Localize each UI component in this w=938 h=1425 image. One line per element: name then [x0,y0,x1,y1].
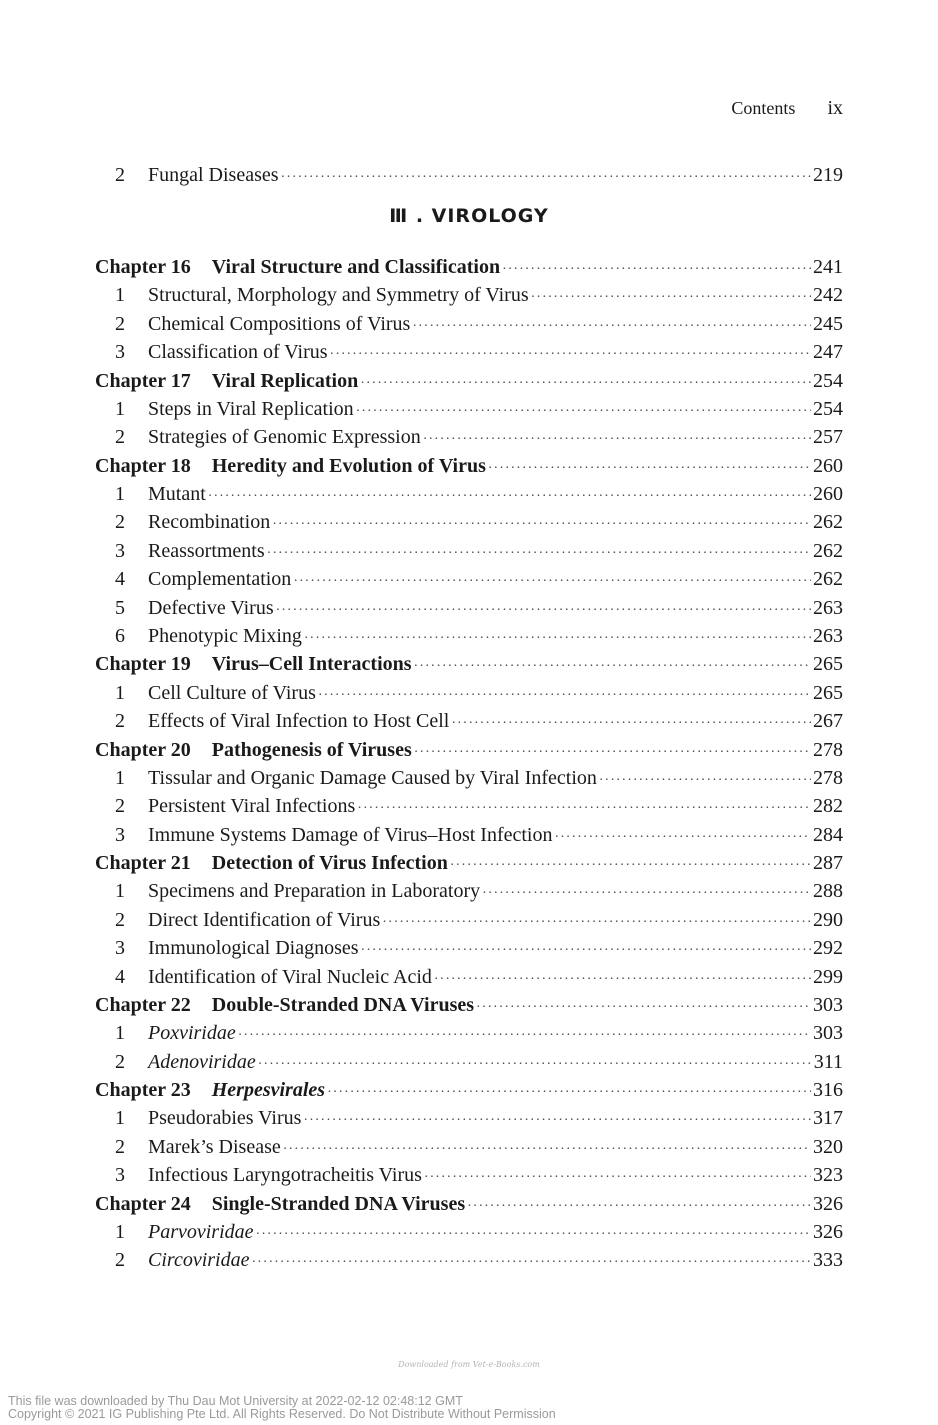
dot-leader [414,657,811,677]
section-number: 5 [115,596,125,619]
dot-leader [382,913,811,933]
section-number: 2 [115,1135,125,1158]
chapter-title: Viral Structure and Classification [211,256,501,278]
page-ref: 299 [813,965,843,988]
section-title: Reassortments [148,539,265,562]
section-title: Tissular and Organic Damage Caused by Viral Infection [148,766,597,789]
section-title: Specimens and Preparation in Laboratory [148,880,481,903]
dot-leader [554,828,811,848]
section-entry[interactable] [95,793,843,819]
chapter-entry[interactable] [95,1191,843,1217]
page-ref: 219 [813,164,843,186]
dot-leader [238,1026,811,1046]
section-title: Direct Identification of Virus [148,908,381,931]
dot-leader [434,970,811,990]
section-entry[interactable] [95,907,843,933]
chapter-entry[interactable] [95,453,843,479]
dot-leader [283,1140,811,1160]
section-entry[interactable] [95,680,843,706]
page-ref: 265 [813,653,843,676]
page-ref: 267 [813,710,843,733]
dot-leader [281,168,811,188]
section-entry[interactable] [95,935,843,961]
section-number: 1 [115,766,125,789]
section-title: Identification of Viral Nucleic Acid [148,965,432,988]
section-title: Cell Culture of Virus [148,681,316,704]
dot-leader [251,1253,811,1273]
page-ref: 278 [813,738,843,761]
page-ref: 303 [813,993,843,1016]
chapter-title: Single-Stranded DNA Viruses [211,1192,466,1215]
page-ref: 257 [813,426,843,449]
section-title: Phenotypic Mixing [148,624,302,647]
section-entry[interactable] [95,311,843,337]
dot-leader [267,544,811,564]
chapter-label: Chapter 18 [95,454,191,477]
section-entry[interactable] [95,1049,843,1075]
section-number: 2 [115,312,125,335]
section-title: Adenoviridae [148,1050,256,1073]
page-ref: 260 [813,454,843,477]
section-title: Effects of Viral Infection to Host Cell [148,710,450,733]
page-ref: 290 [813,908,843,931]
section-number: 1 [115,880,125,903]
section-number: 2 [115,795,125,818]
chapter-label: Chapter 23 [95,1079,191,1101]
section-entry[interactable] [95,623,843,649]
section-entry[interactable] [95,509,843,535]
section-number: 4 [115,568,125,591]
chapter-title: Viral Replication [211,369,359,392]
dot-leader [531,288,811,308]
toc-entry[interactable] [95,162,843,188]
page-ref: 320 [813,1135,843,1158]
page-ref: 247 [813,341,843,364]
page-ref: 316 [813,1079,843,1101]
section-entry[interactable] [95,765,843,791]
running-title: Contents [731,98,796,118]
section-number: 4 [115,965,125,988]
section-number: 3 [115,823,125,846]
page-ref: 262 [813,511,843,534]
section-number: 1 [115,1022,125,1045]
section-number: 3 [115,539,125,562]
section-title: Chemical Compositions of Virus [148,312,411,335]
chapter-label: Chapter 21 [95,852,191,874]
section-entry[interactable] [95,1162,843,1188]
section-entry[interactable] [95,339,843,365]
dot-leader [272,515,811,535]
chapter-title: Pathogenesis of Viruses [211,738,412,761]
section-number: 2 [115,710,125,733]
page-ref: 263 [813,596,843,619]
section-number: 1 [115,1107,125,1130]
page-ref: 326 [813,1192,843,1215]
section-title: Recombination [148,511,271,534]
section-title: Structural, Morphology and Symmetry of Virus [148,284,529,307]
dot-leader [361,941,811,961]
page-ref: 284 [813,823,843,846]
section-entry[interactable] [95,538,843,564]
page-ref: 278 [813,766,843,789]
section-entry[interactable] [95,878,843,904]
section-number: 1 [115,483,125,505]
dot-leader [304,629,811,649]
chapter-title: Herpesvirales [211,1079,326,1101]
chapter-label: Chapter 19 [95,653,191,676]
section-title: Marek’s Disease [148,1135,281,1158]
page-ref: 323 [813,1164,843,1187]
section-entry[interactable] [95,1247,843,1273]
section-title: Fungal Diseases [148,164,279,186]
chapter-title: Detection of Virus Infection [211,852,448,874]
dot-leader [476,998,811,1018]
chapter-title: Heredity and Evolution of Virus [211,454,486,477]
chapter-label: Chapter 24 [95,1192,191,1215]
dot-leader [258,1055,812,1075]
section-number: 1 [115,284,125,307]
section-number: 1 [115,681,125,704]
section-number: 2 [115,164,125,186]
page-ref: 241 [813,256,843,278]
section-entry[interactable] [95,566,843,592]
section-entry[interactable] [95,1105,843,1131]
page-ref: 287 [813,852,843,874]
dot-leader [482,884,811,904]
page-number: ix [827,97,843,119]
section-title: Defective Virus [148,596,274,619]
dot-leader [293,572,811,592]
chapter-label: Chapter 16 [95,256,191,278]
section-entry[interactable] [95,282,843,308]
running-head [731,97,843,120]
chapter-label: Chapter 20 [95,738,191,761]
section-number: 2 [115,426,125,449]
dot-leader [327,1083,811,1103]
section-entry[interactable] [95,964,843,990]
page-ref: 292 [813,937,843,960]
section-title: Infectious Laryngotracheitis Virus [148,1164,422,1187]
footer-copyright: Copyright © 2021 IG Publishing Pte Ltd. All Rights Reserved. Do Not Distribute Without Permission [8,1407,556,1421]
dot-leader [330,345,811,365]
dot-leader [414,743,811,763]
page-ref: 262 [813,568,843,591]
dot-leader [423,430,811,450]
page-ref: 245 [813,312,843,335]
chapter-entry[interactable] [95,254,843,280]
page-ref: 288 [813,880,843,903]
page-ref: 303 [813,1022,843,1045]
section-number: 2 [115,511,125,534]
page-ref: 317 [813,1107,843,1130]
page-ref: 265 [813,681,843,704]
page-ref: 260 [813,483,843,505]
chapter-entry[interactable] [95,651,843,677]
watermark: Downloaded from Vet-e-Books.com [398,1360,540,1369]
section-title: Immune Systems Damage of Virus–Host Infection [148,823,553,846]
section-number: 3 [115,341,125,364]
page-ref: 262 [813,539,843,562]
chapter-entry[interactable] [95,737,843,763]
section-entry[interactable] [95,822,843,848]
section-title: Steps in Viral Replication [148,397,354,420]
chapter-entry[interactable] [95,850,843,876]
chapter-entry[interactable] [95,992,843,1018]
section-number: 1 [115,397,125,420]
section-title: Strategies of Genomic Expression [148,426,421,449]
chapter-entry[interactable] [95,368,843,394]
footer-download-note: This file was downloaded by Thu Dau Mot University at 2022-02-12 02:48:12 GMT [8,1394,463,1408]
section-number: 2 [115,1249,125,1272]
section-number: 2 [115,1050,125,1073]
page-ref: 326 [813,1220,843,1243]
dot-leader [467,1197,811,1217]
section-title: Complementation [148,568,292,591]
section-title: Parvoviridae [148,1220,254,1243]
dot-leader [360,374,811,394]
dot-leader [412,317,811,337]
section-entry[interactable] [95,1134,843,1160]
chapter-title: Double-Stranded DNA Viruses [211,993,475,1016]
chapter-label: Chapter 17 [95,369,191,392]
section-title: Immunological Diagnoses [148,937,359,960]
dot-leader [208,487,811,507]
section-title: Pseudorabies Virus [148,1107,302,1130]
chapter-entry[interactable] [95,1077,843,1103]
section-title: Mutant [148,483,206,505]
page-ref: 311 [813,1050,843,1073]
chapter-label: Chapter 22 [95,993,191,1016]
dot-leader [450,856,811,876]
section-entry[interactable] [95,1219,843,1245]
page-ref: 263 [813,624,843,647]
dot-leader [356,402,811,422]
section-number: 6 [115,624,125,647]
part-heading: Ⅲ . VIROLOGY [389,205,549,227]
dot-leader [318,686,811,706]
section-number: 1 [115,1220,125,1243]
section-number: 2 [115,908,125,931]
page-ref: 242 [813,284,843,307]
section-entry[interactable] [95,481,843,507]
section-number: 3 [115,1164,125,1187]
dot-leader [357,799,811,819]
dot-leader [502,260,811,280]
section-title: Circoviridae [148,1249,250,1272]
page-ref: 333 [813,1249,843,1272]
section-entry[interactable] [95,396,843,422]
section-number: 3 [115,937,125,960]
dot-leader [488,459,811,479]
dot-leader [451,714,811,734]
section-entry[interactable] [95,595,843,621]
dot-leader [424,1168,811,1188]
section-entry[interactable] [95,424,843,450]
section-entry[interactable] [95,1020,843,1046]
page-ref: 254 [813,369,843,392]
page-ref: 282 [813,795,843,818]
dot-leader [276,601,811,621]
page-ref: 254 [813,397,843,420]
section-title: Classification of Virus [148,341,328,364]
chapter-title: Virus–Cell Interactions [211,653,412,676]
section-entry[interactable] [95,708,843,734]
dot-leader [599,771,811,791]
dot-leader [256,1225,811,1245]
section-title: Persistent Viral Infections [148,795,356,818]
section-title: Poxviridae [148,1022,236,1045]
dot-leader [303,1111,811,1131]
